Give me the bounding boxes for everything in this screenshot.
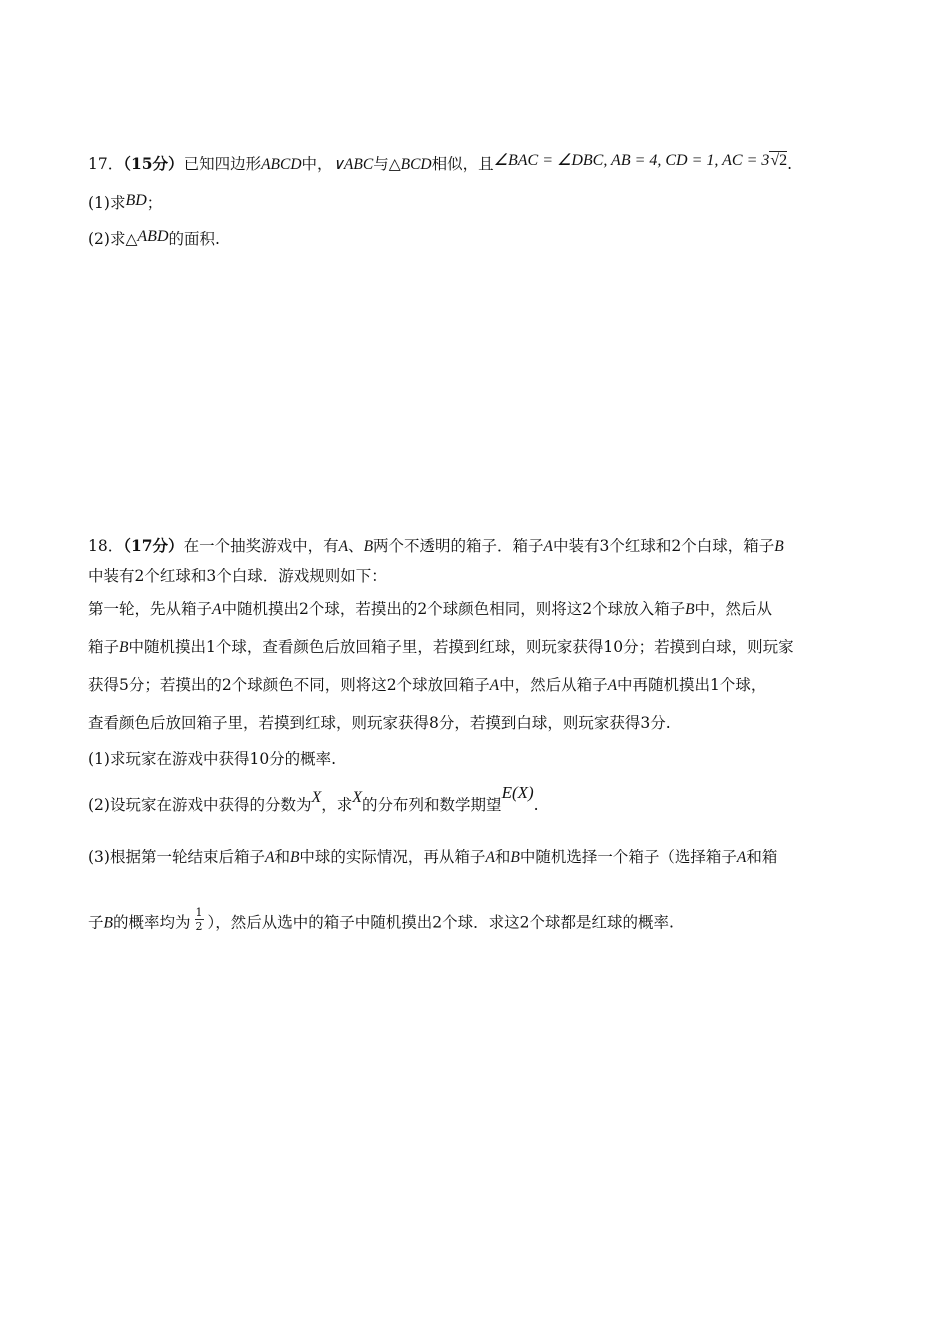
q17-part-1 — [88, 193, 162, 214]
q18-l3-A: A — [212, 601, 222, 618]
q18-p1: (1)求玩家在游戏中获得10分的概率. — [88, 750, 337, 768]
q18-l4-B: B — [119, 639, 129, 656]
q18-p3-B: B — [289, 849, 300, 866]
q18-p3g: 子 — [88, 913, 104, 932]
q18-l3b: 中随机摸出2个球，若摸出的2个球颜色相同，则将这2个球放入箱子 — [221, 600, 686, 618]
q18-p2a: (2)设玩家在游戏中获得的分数为 — [88, 796, 312, 814]
q18-number: 18． — [88, 537, 124, 555]
q17-sqrt-value: 2 — [779, 152, 788, 169]
q17-sqrt: √2 — [770, 152, 788, 169]
q18-fraction-numerator: 1 — [195, 906, 203, 919]
q18-part-3-line-2 — [88, 906, 674, 937]
q18-part-1 — [88, 749, 336, 769]
q18-p2c: 的分布列和数学期望 — [362, 796, 502, 814]
q18-p3-A2: A — [485, 849, 495, 866]
q18-p2-X2: X — [352, 789, 363, 806]
q18-l2: 中装有2个红球和3个白球．游戏规则如下： — [88, 567, 387, 585]
q18-l3c: 中，然后从 — [694, 600, 773, 618]
q18-line-3 — [88, 599, 772, 620]
q17-text-d: 相似，且 — [431, 155, 494, 173]
q18-l1-A2: A — [543, 538, 554, 555]
q17-text-end: . — [787, 155, 793, 173]
q18-line-1 — [88, 536, 784, 557]
q18-line-5 — [88, 675, 766, 696]
q18-l1a: 在一个抽奖游戏中，有 — [183, 537, 339, 555]
q18-part-3-line-1 — [88, 847, 777, 868]
q17-condition — [494, 152, 788, 169]
q18-p3-B2: B — [510, 849, 520, 866]
q18-p3-A: A — [264, 849, 275, 866]
q18-l5-A: A — [489, 677, 500, 694]
q17-part-2 — [88, 229, 220, 250]
q18-score: （17分） — [123, 536, 184, 555]
q18-p3-A3: A — [736, 849, 747, 866]
q18-l5a: 获得5分；若摸出的2个球颜色不同，则将这2个球放回箱子 — [88, 676, 490, 694]
q18-p3i: ），然后从选中的箱子中随机摸出2个球．求这2个球都是红球的概率. — [207, 913, 674, 932]
q18-fraction-denominator: 2 — [195, 920, 203, 933]
q17-p1-suffix: ； — [146, 194, 163, 212]
q18-p2-EX: (X) — [511, 783, 534, 802]
q18-l5-A2: A — [607, 677, 618, 694]
q17-stem — [88, 154, 792, 175]
q18-l5b: 中，然后从箱子 — [499, 676, 608, 694]
q18-line-6 — [88, 713, 671, 733]
q18-l1-B: B — [363, 538, 374, 555]
q18-p2d: . — [533, 796, 539, 814]
q18-p3c: 中球的实际情况，再从箱子 — [299, 848, 486, 866]
q17-p2-math: ABD — [137, 228, 169, 245]
q18-l6: 查看颜色后放回箱子里，若摸到红球，则玩家获得8分，若摸到白球，则玩家获得3分. — [88, 714, 671, 732]
q18-line-4 — [88, 637, 794, 658]
q17-p1-math: BD — [125, 192, 147, 209]
q18-line-2 — [88, 566, 387, 586]
q17-quad-name: ABCD — [261, 156, 302, 173]
q18-p3e: 中随机选择一个箱子（选择箱子 — [519, 848, 737, 866]
q18-p2-E: E — [501, 783, 512, 802]
q17-number: 17． — [88, 155, 124, 173]
q18-l3-B: B — [685, 601, 695, 618]
q18-p3f: 和箱 — [746, 848, 778, 866]
q17-text-b: 中， — [301, 155, 333, 173]
q18-l5c: 中再随机摸出1个球， — [617, 676, 767, 694]
q18-l4a: 箱子 — [88, 638, 120, 656]
q18-l1c: 两个不透明的箱子．箱子 — [373, 537, 544, 555]
q17-score: （15分） — [123, 154, 184, 173]
q18-p2-X: X — [311, 789, 322, 806]
q17-p2-suffix: 的面积. — [168, 230, 220, 248]
q17-condition-text: ∠BAC = ∠DBC, AB = 4, CD = 1, AC = 3 — [493, 152, 770, 169]
q18-p3-B3: B — [103, 914, 113, 932]
q18-l1-A: A — [338, 538, 349, 555]
q18-part-2 — [88, 783, 539, 816]
q18-p3d: 和 — [494, 848, 511, 866]
q18-l1-B2: B — [774, 538, 784, 555]
q17-p1-prefix: (1)求 — [88, 194, 126, 212]
q18-p3h: 的概率均为 — [112, 913, 191, 932]
q17-p2-prefix: (2)求△ — [88, 230, 138, 248]
q18-l4b: 中随机摸出1个球，查看颜色后放回箱子里，若摸到红球，则玩家获得10分；若摸到白球，则玩家 — [128, 638, 794, 656]
q18-l1b: 、 — [348, 537, 364, 555]
q18-fraction — [195, 906, 204, 933]
q17-triangle-1: ∨ABC — [332, 156, 374, 173]
q18-p3b: 和 — [274, 848, 290, 866]
q17-text-c: 与△ — [373, 155, 401, 173]
q17-triangle-2: BCD — [400, 156, 432, 173]
q18-l1d: 中装有3个红球和2个白球，箱子 — [553, 537, 775, 555]
q17-text-a: 已知四边形 — [183, 155, 262, 173]
q18-p3a: (3)根据第一轮结束后箱子 — [88, 848, 265, 866]
q18-l3a: 第一轮，先从箱子 — [88, 600, 213, 618]
q18-p2b: ，求 — [321, 796, 353, 814]
